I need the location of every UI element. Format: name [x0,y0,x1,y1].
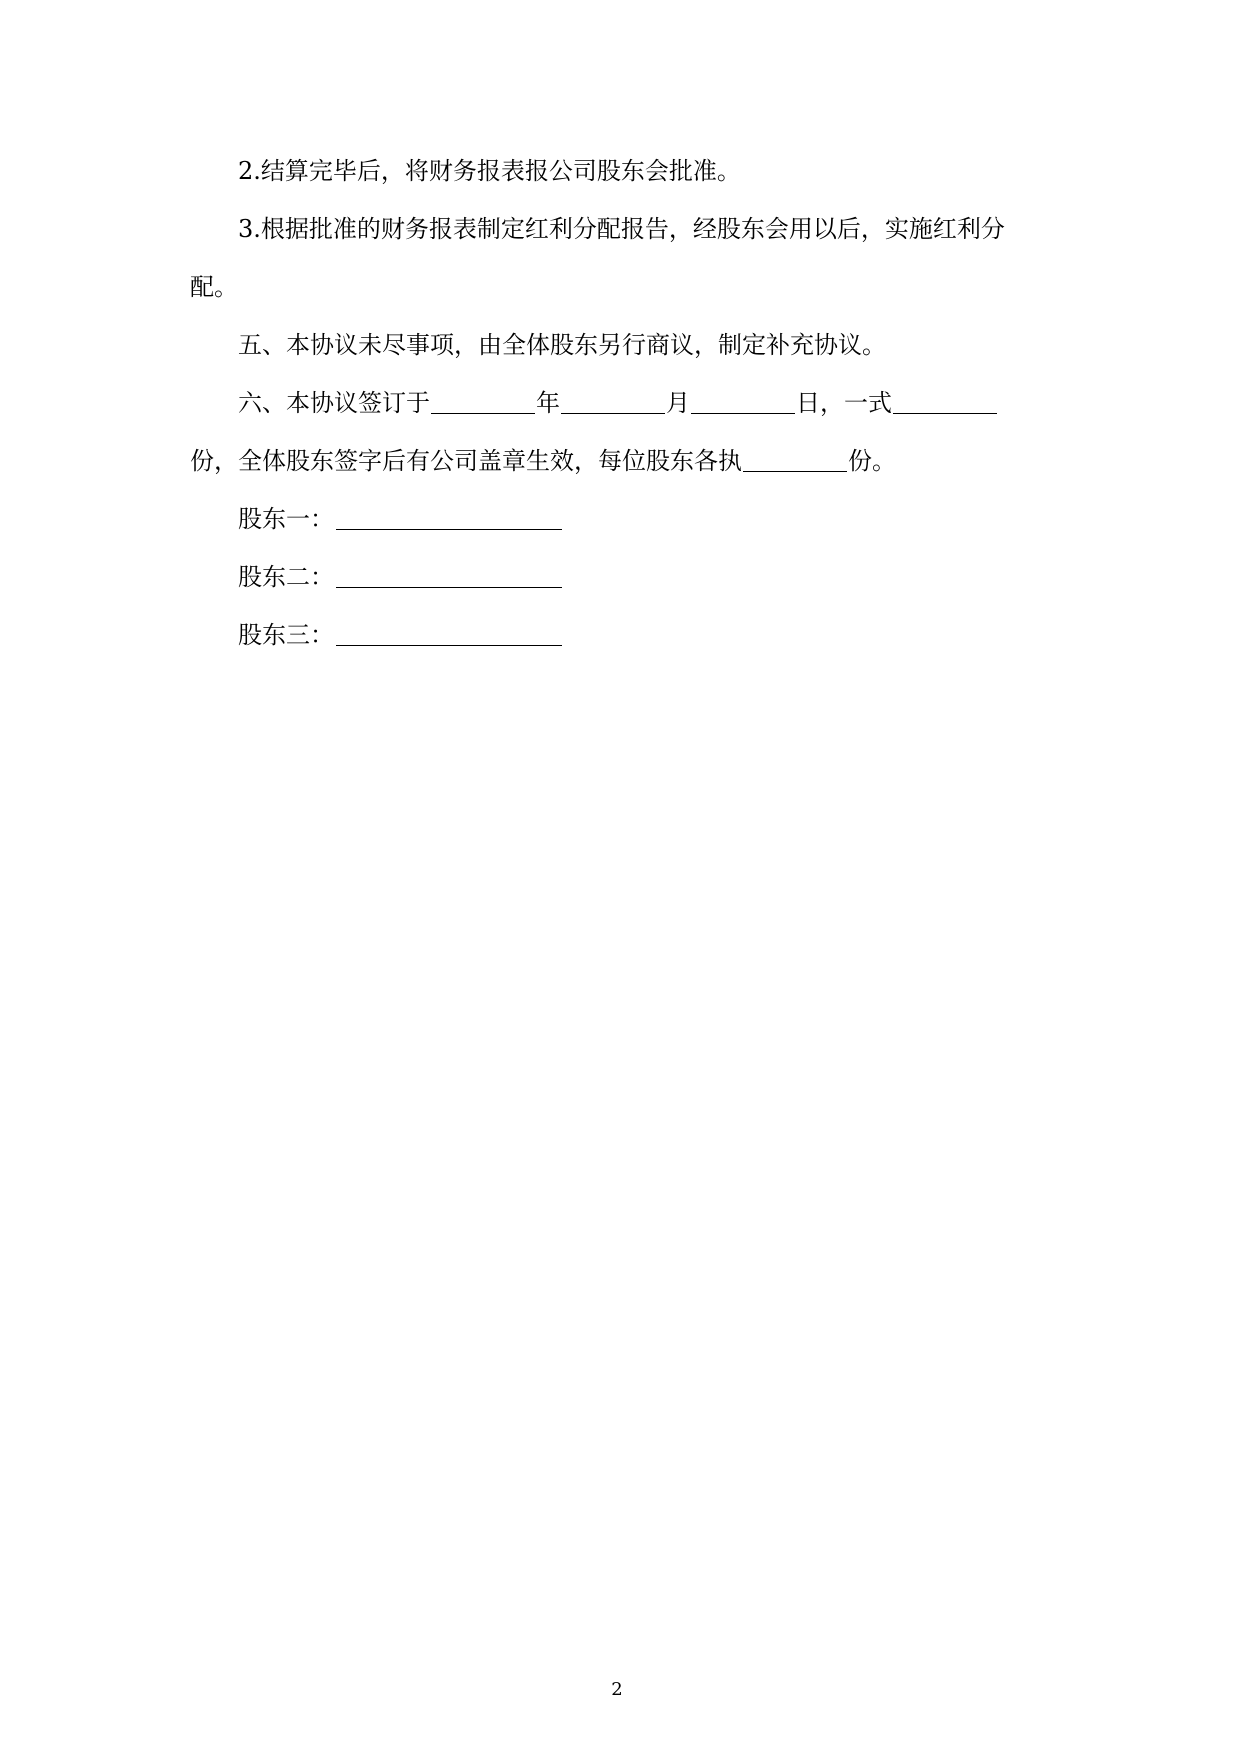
document-body [190,142,1045,664]
copies-blank [893,383,997,414]
copies-text: 份，全体股东签字后有公司盖章生效，每位股东各执 [190,447,742,475]
signature-line-3 [190,606,1045,664]
paragraph-signing-date [190,374,1045,490]
month-label: 月 [666,389,690,417]
each-copies-blank [743,441,847,472]
signature-label: 股东一： [238,505,334,533]
signature-blank [336,499,562,530]
day-blank [691,383,795,414]
signing-text-prefix: 六、本协议签订于 [238,389,430,417]
page-number: 2 [611,1679,623,1700]
year-label: 年 [536,389,560,417]
paragraph-settlement: 2.结算完毕后，将财务报表报公司股东会批准。 [238,157,741,185]
copies-suffix: 份。 [848,447,896,475]
signature-label: 股东二： [238,563,334,591]
signature-blank [336,557,562,588]
signature-line-2 [190,548,1045,606]
signature-blank [336,615,562,646]
signature-line-1 [190,490,1045,548]
signature-label: 股东三： [238,621,334,649]
month-blank [561,383,665,414]
year-blank [431,383,535,414]
paragraph-supplement: 五、本协议未尽事项，由全体股东另行商议，制定补充协议。 [238,331,886,359]
day-label: 日，一式 [796,389,892,417]
paragraph-dividend: 3.根据批准的财务报表制定红利分配报告，经股东会用以后，实施红利分配。 [190,215,1005,301]
